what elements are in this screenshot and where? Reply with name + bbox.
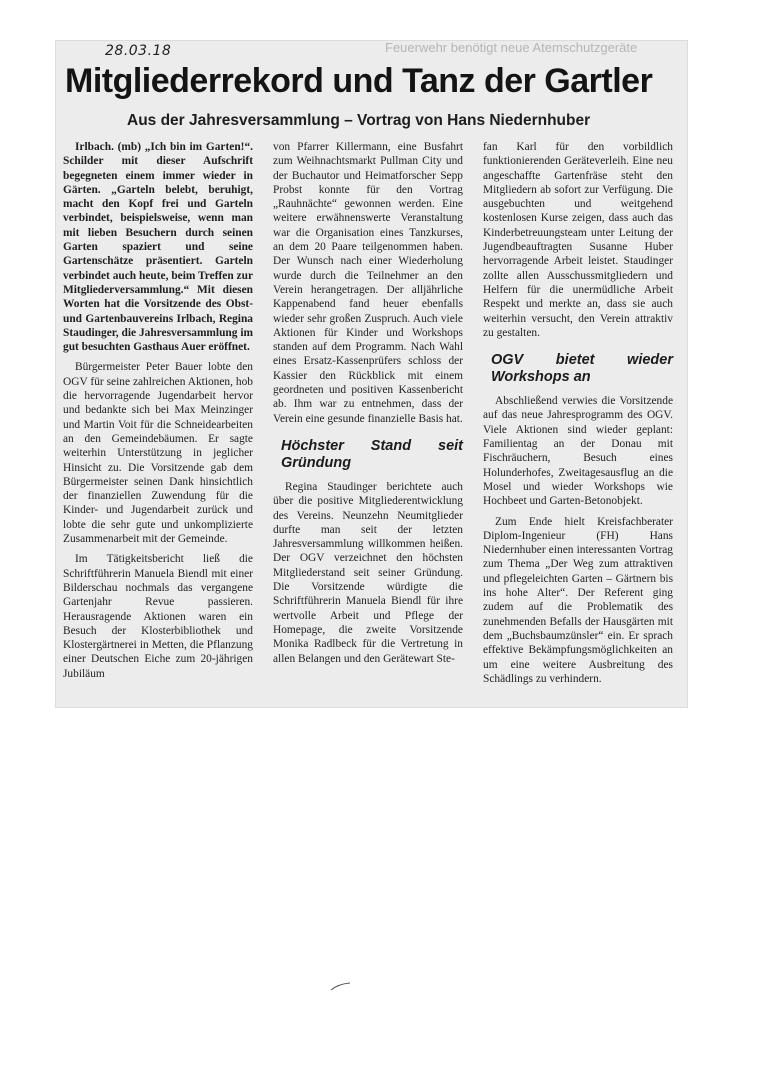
- body-paragraph: Abschließend verwies die Vorsitzende auf das neue Jahresprogramm des OGV. Viele Aktionen sind wieder geplant: Familientag an der Donau mit Fischräuchern, Besuch eines Holunderhofes, Zweitagesausflug an die Mosel und wieder Workshops wie Hochbeet und Garten-Betonobjekt.: [483, 395, 673, 508]
- lead-paragraph: Irlbach. (mb) „Ich bin im Garten!“. Schilder mit dieser Aufschrift begegneten einem immer wieder in Gärten. „Garteln belebt, beruhigt, macht den Kopf frei und Garteln verbindet, beispielsweise, wenn man mit lieben Besuchern durch seinen Garten spaziert und seine Gartenschätze präsentiert. Garteln verbindet auch heute, beim Treffen zur Mitgliederversammlung.“ Mit diesen Worten hat die Vorsitzende des Obst- und Gartenbauvereins Irlbach, Regina Staudinger, die Jahresversammlung im gut besuchten Gasthaus Auer eröffnet.: [63, 141, 253, 354]
- newspaper-clipping: [55, 40, 688, 708]
- article-subheadline: Aus der Jahresversammlung – Vortrag von Hans Niedernhuber: [127, 112, 591, 129]
- body-paragraph: Zum Ende hielt Kreisfachberater Diplom-Ingenieur (FH) Hans Niedernhuber einen interessanten Vortrag zum Thema „Der Weg zum attraktiven und pflegeleichten Garten – Gärtnern bis ins hohe Alter“. Der Referent ging zudem auf die Problematik des zunehmenden Befalls der Hausgärten mit dem „Buchsbaumzünsler“ ein. Er sprach effektive Bekämpfungsmöglichkeiten an um eine weitere Ausbreitung des Schädlings zu verhindern.: [483, 515, 673, 685]
- body-paragraph: von Pfarrer Killermann, eine Busfahrt zum Weihnachtsmarkt Pullman City und der Buchautor und Heimatforscher Sepp Probst konnte für den Vortrag „Rauhnächte“ gewonnen werden. Eine weitere erwähnenswerte Veranstaltung war die Organisation eines Tanzkurses, an dem 20 Paare teilgenommen haben. Der Wunsch nach einer Wiederholung wurde durch die Teilnehmer an den Verein herangetragen. Der alljährliche Kappenabend fand heuer ebenfalls wieder sehr großen Zuspruch. Auch viele Aktionen für Kinder und Workshops standen auf dem Programm. Nach Wahl eines Ersatz-Kassenprüfers schloss der Kassier den Rückblick mit einem geordneten und positiven Kassenbericht ab. Ihm war zu entnehmen, dass der Verein eine gesunde finanzielle Basis hat.: [273, 141, 463, 425]
- body-paragraph: Regina Staudinger berichtete auch über die positive Mitgliederentwicklung des Vereins. Neunzehn Neumitglieder durfte man seit der letzten Jahresversammlung willkommen heißen. Der OGV verzeichnet den höchsten Mitgliederstand seit seiner Gründung. Die Vorsitzende würdigte die Schriftführerin Manuela Biendl für ihre wertvolle Arbeit und Pflege der Homepage, die zweite Vorsitzende Monika Radlbeck für die Vertretung in allen Belangen und den Gerätewart Ste-: [273, 480, 463, 665]
- article-headline: Mitgliederrekord und Tanz der Gartler: [65, 62, 653, 100]
- handwritten-date: 28.03.18: [105, 43, 172, 59]
- article-column-2: [273, 140, 463, 666]
- article-column-3: [483, 140, 673, 686]
- body-paragraph: Bürgermeister Peter Bauer lobte den OGV für seine zahlreichen Aktionen, hob die hervorragende Jugendarbeit hervor und bedankte sich bei Max Meinzinger und Martin Voit für die Schneidearbeiten an den Gemeindebäumen. Er sagte weiterhin Unterstützung in jeglicher Hinsicht zu. Die Vorsitzende gab dem Bürgermeister seinen Dank hinsichtlich der finanziellen Zuwendung für die Kinder- und Jugendarbeit zurück und lobte die sehr gute und unkomplizierte Zusammenarbeit mit der Gemeinde.: [63, 361, 253, 546]
- section-heading: Höchster Stand seit Gründung: [281, 437, 463, 471]
- article-column-1: [63, 140, 253, 681]
- section-heading: OGV bietet wieder Workshops an: [491, 352, 673, 386]
- body-paragraph: fan Karl für den vorbildlich funktionierenden Geräteverleih. Eine neu angeschaffte Gartenfräse steht den Mitgliedern ab sofort zur Verfügung. Die ausgebuchten und weitgehend kostenlosen Kurse zeigen, dass auch das Kinderbetreuungsteam unter Leitung der Jugendbeauftragten Susanne Huber hervorragende Arbeit leistet. Staudinger zollte allen Ausschussmitgliedern und Helfern für die unermüdliche Arbeit Respekt und merkte an, dass sie auch weiterhin versucht, den Verein attraktiv zu gestalten.: [483, 141, 673, 339]
- body-paragraph: Im Tätigkeitsbericht ließ die Schriftführerin Manuela Biendl mit einer Bilderschau nochmals das vergangene Gartenjahr Revue passieren. Herausragende Aktionen waren ein Besuch der Klosterbibliothek und Klostergärtnerei in Metten, die Pflanzung einer Deutschen Eiche zum 20-jährigen Jubiläum: [63, 553, 253, 680]
- bleed-through-text: Feuerwehr benötigt neue Atemschutzgeräte: [385, 40, 638, 55]
- pen-mark: [330, 982, 352, 992]
